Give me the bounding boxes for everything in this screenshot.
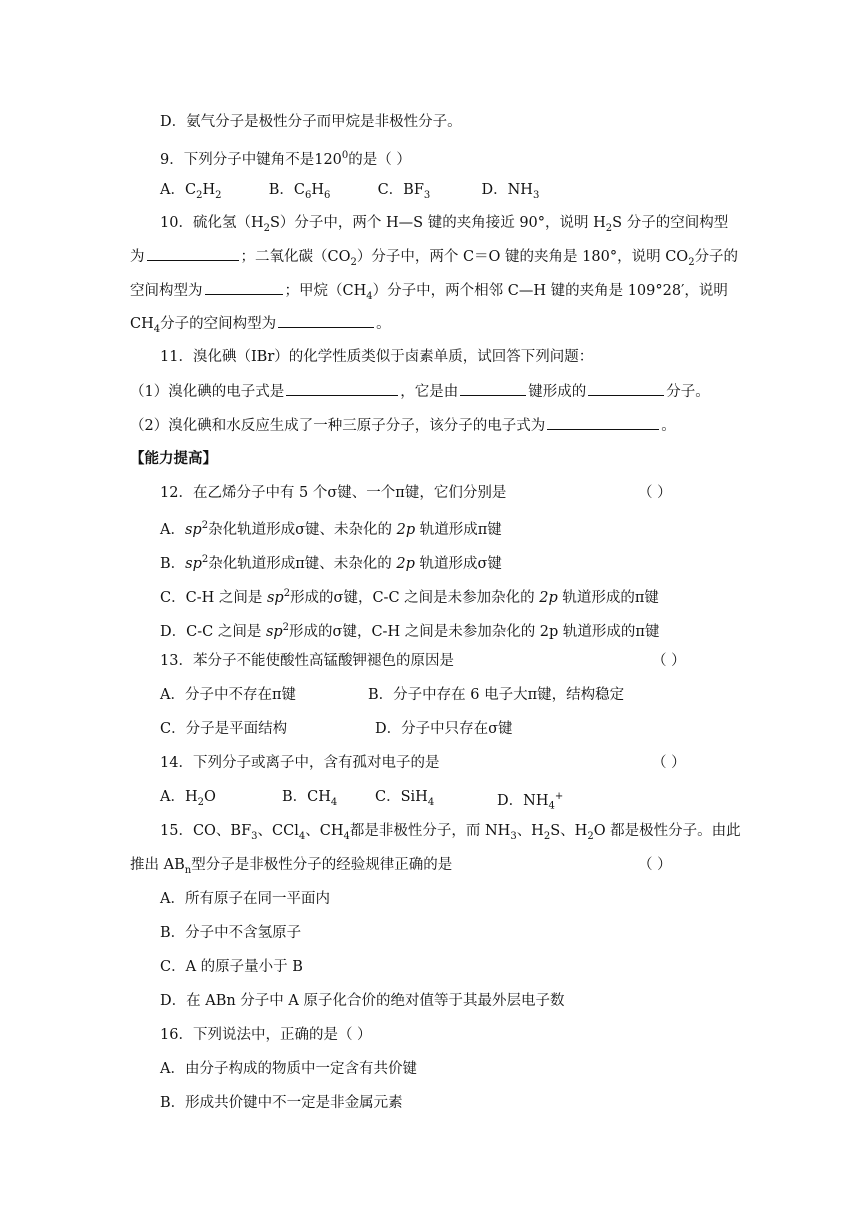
q13-option-c: C．分子是平面结构 (160, 721, 288, 737)
q8-option-d: D．氨气分子是极性分子而甲烷是非极性分子。 (160, 114, 462, 130)
q12-option-b: B．$sp^2$杂化轨道形成π键、未杂化的 2p 轨道形成σ键 (160, 554, 502, 572)
q14-answer-paren: （ ） (652, 755, 686, 771)
q15-option-b: B．分子中不含氢原子 (160, 925, 302, 941)
q14-option-b: B．$CH_4$ (282, 789, 338, 808)
q11-part-1: （1）溴化碘的电子式是 ，它是由 键形成的 分子。 (130, 381, 710, 402)
q10-line-2: 为 ；二氧化碳$(CO_2)$分子中，两个 C＝O 键的夹角是 180°，说明 $CO_2$分子的 (130, 246, 738, 273)
q15-answer-paren: （ ） (638, 857, 672, 873)
q12-option-a: A．$sp^2$杂化轨道形成σ键、未杂化的 2p 轨道形成π键 (160, 520, 502, 538)
q9-options (160, 180, 539, 206)
answer-blank[interactable] (147, 246, 239, 261)
q14-stem: 14．下列分子或离子中，含有孤对电子的是 (160, 755, 440, 771)
q10-line-3: 空间构型为 ；甲烷$(CH_4)$分子中，两个相邻 C—H 键的夹角是 109°28′，说明 (130, 280, 728, 307)
q16-stem: 16．下列说法中，正确的是（ ） (160, 1027, 372, 1043)
q13-stem: 13．苯分子不能使酸性高锰酸钾褪色的原因是 (160, 653, 454, 669)
q12-answer-paren: （ ） (638, 485, 672, 501)
section-heading: 【能力提高】 (130, 450, 217, 467)
q12-option-d: D．C-C 之间是 $sp^2$形成的σ键，C-H 之间是未参加杂化的 2p 轨道形成的π键 (160, 622, 660, 640)
answer-blank[interactable] (547, 415, 659, 430)
q11-stem: 11．溴化碘（IBr）的化学性质类似于卤素单质，试回答下列问题： (160, 349, 594, 365)
q14-option-a: A．$H_2O$ (160, 789, 216, 808)
q14-option-d: D．$NH_4^+$ (497, 791, 564, 812)
q12-stem: 12．在乙烯分子中有 5 个σ键、一个π键，它们分别是 (160, 485, 507, 501)
q15-option-d: D．在 ABn 分子中 A 原子化合价的绝对值等于其最外层电子数 (160, 993, 565, 1009)
q9-option-b: B．$C_6H_6$ (268, 182, 331, 201)
q16-option-a: A．由分子构成的物质中一定含有共价键 (160, 1061, 417, 1077)
q16-option-b: B．形成共价键中不一定是非金属元素 (160, 1095, 403, 1111)
answer-blank[interactable] (460, 381, 526, 396)
q13-answer-paren: （ ） (652, 653, 686, 669)
q11-part-2: （2）溴化碘和水反应生成了一种三原子分子，该分子的电子式为 。 (130, 415, 676, 436)
q13-option-b: B．分子中存在 6 电子大π键，结构稳定 (368, 687, 625, 703)
q9-option-c: C．$BF_3$ (377, 182, 431, 201)
answer-blank[interactable] (205, 280, 283, 295)
q15-line-1: 15．CO、$BF_3$、CCl$_4$、$CH_4$都是非极性分子，而 $NH_3$、$H_2S$、$H_2O$ 都是极性分子。由此 (160, 823, 741, 842)
q15-option-a: A．所有原子在同一平面内 (160, 891, 330, 907)
answer-blank[interactable] (278, 313, 374, 328)
answer-blank[interactable] (286, 381, 398, 396)
q9-stem: 9．下列分子中键角不是$120^0$的是（ ） (160, 150, 411, 168)
q10-line-4: $CH_4$分子的空间构型为 。 (130, 313, 391, 340)
q15-line-2: 推出 $AB_n$型分子是非极性分子的经验规律正确的是 (130, 857, 453, 876)
q14-option-c: C．SiH$_4$ (375, 789, 435, 808)
q10-line-1: 10．硫化氢$(H_2S)$分子中，两个 H—S 键的夹角接近 90°，说明 $H_2S$ 分子的空间构型 (160, 215, 729, 234)
answer-blank[interactable] (588, 381, 664, 396)
q12-option-c: C．C-H 之间是 $sp^2$形成的σ键，C-C 之间是未参加杂化的 2p 轨道形成的π键 (160, 588, 659, 606)
q13-option-a: A．分子中不存在π键 (160, 687, 297, 703)
q15-option-c: C．A 的原子量小于 B (160, 959, 303, 975)
q13-option-d: D．分子中只存在σ键 (375, 721, 513, 737)
q9-option-d: D．$NH_3$ (481, 182, 540, 201)
q9-option-a: A．$C_2H_2$ (160, 182, 222, 201)
